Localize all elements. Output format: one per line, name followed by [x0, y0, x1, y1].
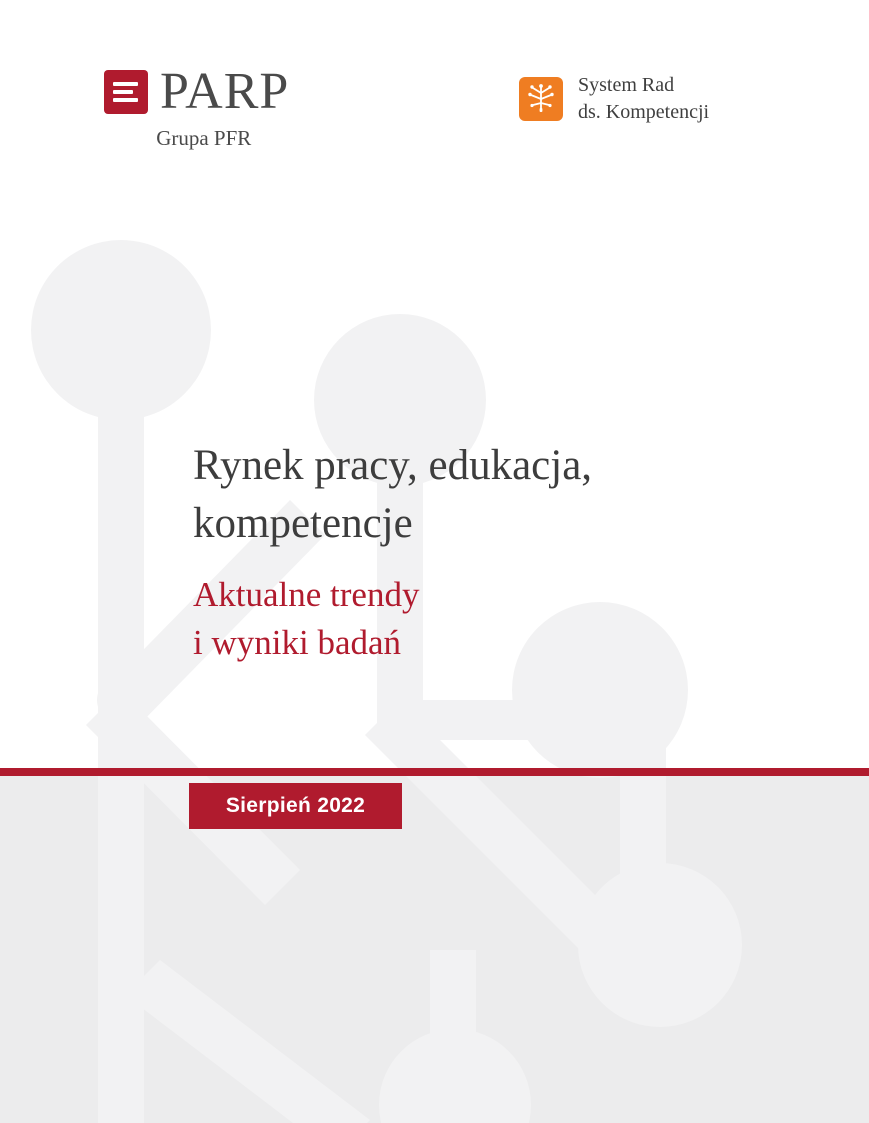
page-title — [193, 437, 793, 553]
title-block — [193, 437, 793, 668]
date-badge: Sierpień 2022 — [189, 783, 402, 829]
page-subtitle-line2: i wyniki badań — [193, 623, 402, 663]
red-divider-rule — [0, 768, 869, 776]
parp-logo-row — [104, 63, 290, 120]
page-subtitle-line1: Aktualne trendy — [193, 575, 420, 615]
page-title-line1: Rynek pracy, edukacja, — [193, 442, 593, 489]
system-rad-line2: ds. Kompetencji — [578, 101, 710, 123]
system-rad-logo — [519, 72, 709, 126]
parp-logo — [104, 63, 290, 151]
system-rad-wordmark — [578, 72, 709, 126]
parp-mark-icon — [104, 70, 148, 114]
page-subtitle — [193, 571, 793, 668]
parp-tagline: Grupa PFR — [156, 126, 252, 150]
system-rad-line1: System Rad — [578, 74, 675, 96]
parp-wordmark: PARP — [160, 63, 290, 120]
system-rad-mark-icon — [519, 77, 563, 121]
cover-header — [0, 0, 869, 190]
page-title-line2: kompetencje — [193, 500, 413, 548]
